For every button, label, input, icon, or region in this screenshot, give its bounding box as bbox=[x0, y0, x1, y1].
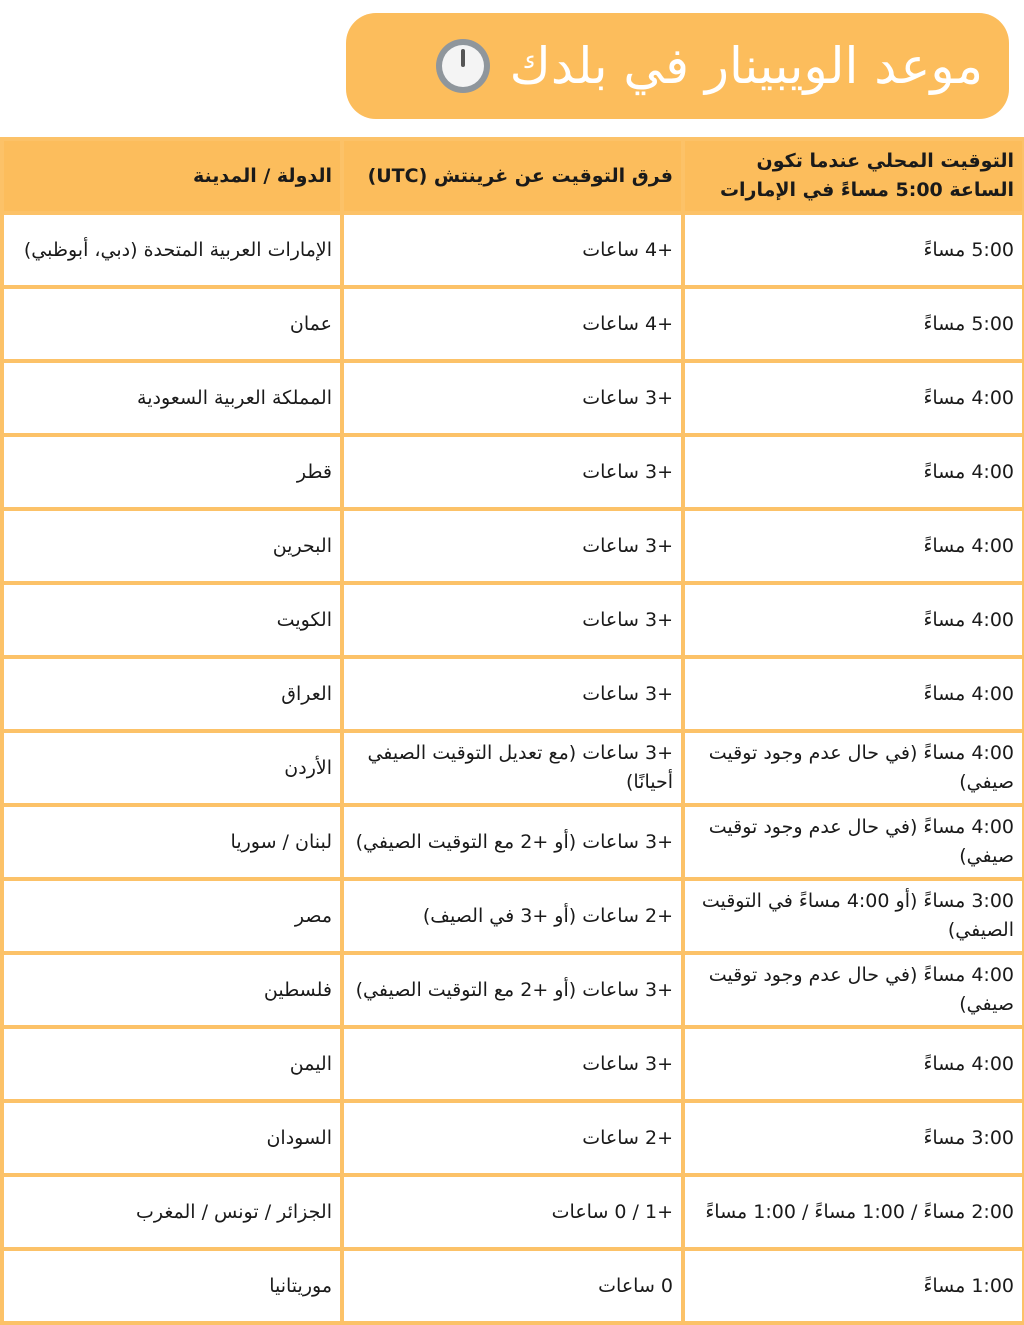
cell-local-time: 4:00 مساءً bbox=[685, 511, 1022, 581]
cell-country: مصر bbox=[4, 881, 340, 951]
cell-country: موريتانيا bbox=[4, 1251, 340, 1321]
cell-local-time: 5:00 مساءً bbox=[685, 289, 1022, 359]
cell-country: العراق bbox=[4, 659, 340, 729]
cell-local-time: 4:00 مساءً bbox=[685, 585, 1022, 655]
cell-utc-offset: +3 ساعات bbox=[344, 437, 681, 507]
table-row bbox=[4, 1177, 1022, 1247]
cell-utc-offset: +3 ساعات (أو +2 مع التوقيت الصيفي) bbox=[344, 955, 681, 1025]
cell-country: قطر bbox=[4, 437, 340, 507]
cell-local-time: 3:00 مساءً bbox=[685, 1103, 1022, 1173]
table-row bbox=[4, 807, 1022, 877]
table-row bbox=[4, 1029, 1022, 1099]
cell-utc-offset: +4 ساعات bbox=[344, 289, 681, 359]
cell-country: عمان bbox=[4, 289, 340, 359]
cell-local-time: 5:00 مساءً bbox=[685, 215, 1022, 285]
table-row bbox=[4, 585, 1022, 655]
table-row bbox=[4, 1251, 1022, 1321]
cell-utc-offset: +3 ساعات (أو +2 مع التوقيت الصيفي) bbox=[344, 807, 681, 877]
cell-local-time: 3:00 مساءً (أو 4:00 مساءً في التوقيت الصيفي) bbox=[685, 881, 1022, 951]
header-local-time: التوقيت المحلي عندما تكون الساعة 5:00 مساءً في الإمارات bbox=[685, 141, 1022, 211]
table-header-row bbox=[4, 141, 1022, 211]
cell-utc-offset: +1 / 0 ساعات bbox=[344, 1177, 681, 1247]
title-banner bbox=[346, 13, 1009, 119]
cell-utc-offset: +3 ساعات bbox=[344, 511, 681, 581]
cell-local-time: 4:00 مساءً (في حال عدم وجود توقيت صيفي) bbox=[685, 955, 1022, 1025]
cell-country: الكويت bbox=[4, 585, 340, 655]
cell-local-time: 4:00 مساءً (في حال عدم وجود توقيت صيفي) bbox=[685, 733, 1022, 803]
cell-country: الإمارات العربية المتحدة (دبي، أبوظبي) bbox=[4, 215, 340, 285]
cell-utc-offset: +3 ساعات (مع تعديل التوقيت الصيفي أحيانًا) bbox=[344, 733, 681, 803]
cell-local-time: 4:00 مساءً (في حال عدم وجود توقيت صيفي) bbox=[685, 807, 1022, 877]
header-utc-offset: فرق التوقيت عن غرينتش (UTC) bbox=[344, 141, 681, 211]
cell-local-time: 1:00 مساءً bbox=[685, 1251, 1022, 1321]
header-country: الدولة / المدينة bbox=[4, 141, 340, 211]
table-row bbox=[4, 511, 1022, 581]
timezone-table bbox=[0, 137, 1024, 1325]
cell-country: البحرين bbox=[4, 511, 340, 581]
cell-local-time: 4:00 مساءً bbox=[685, 437, 1022, 507]
page-title: موعد الويبينار في بلدك bbox=[509, 37, 983, 95]
cell-utc-offset: +2 ساعات bbox=[344, 1103, 681, 1173]
cell-utc-offset: +3 ساعات bbox=[344, 659, 681, 729]
cell-local-time: 4:00 مساءً bbox=[685, 659, 1022, 729]
table-row bbox=[4, 881, 1022, 951]
table-row bbox=[4, 289, 1022, 359]
table-row bbox=[4, 215, 1022, 285]
cell-utc-offset: +3 ساعات bbox=[344, 1029, 681, 1099]
cell-country: لبنان / سوريا bbox=[4, 807, 340, 877]
table-body bbox=[4, 215, 1022, 1321]
cell-utc-offset: +4 ساعات bbox=[344, 215, 681, 285]
table-row bbox=[4, 733, 1022, 803]
cell-utc-offset: 0 ساعات bbox=[344, 1251, 681, 1321]
cell-utc-offset: +3 ساعات bbox=[344, 363, 681, 433]
cell-utc-offset: +3 ساعات bbox=[344, 585, 681, 655]
cell-country: فلسطين bbox=[4, 955, 340, 1025]
table-row bbox=[4, 659, 1022, 729]
cell-country: الأردن bbox=[4, 733, 340, 803]
cell-local-time: 4:00 مساءً bbox=[685, 1029, 1022, 1099]
cell-utc-offset: +2 ساعات (أو +3 في الصيف) bbox=[344, 881, 681, 951]
clock-icon bbox=[434, 37, 492, 95]
table-row bbox=[4, 437, 1022, 507]
table-row bbox=[4, 955, 1022, 1025]
cell-country: اليمن bbox=[4, 1029, 340, 1099]
cell-local-time: 2:00 مساءً / 1:00 مساءً / 1:00 مساءً bbox=[685, 1177, 1022, 1247]
cell-country: المملكة العربية السعودية bbox=[4, 363, 340, 433]
cell-country: السودان bbox=[4, 1103, 340, 1173]
cell-country: الجزائر / تونس / المغرب bbox=[4, 1177, 340, 1247]
cell-local-time: 4:00 مساءً bbox=[685, 363, 1022, 433]
table-row bbox=[4, 1103, 1022, 1173]
table-row bbox=[4, 363, 1022, 433]
